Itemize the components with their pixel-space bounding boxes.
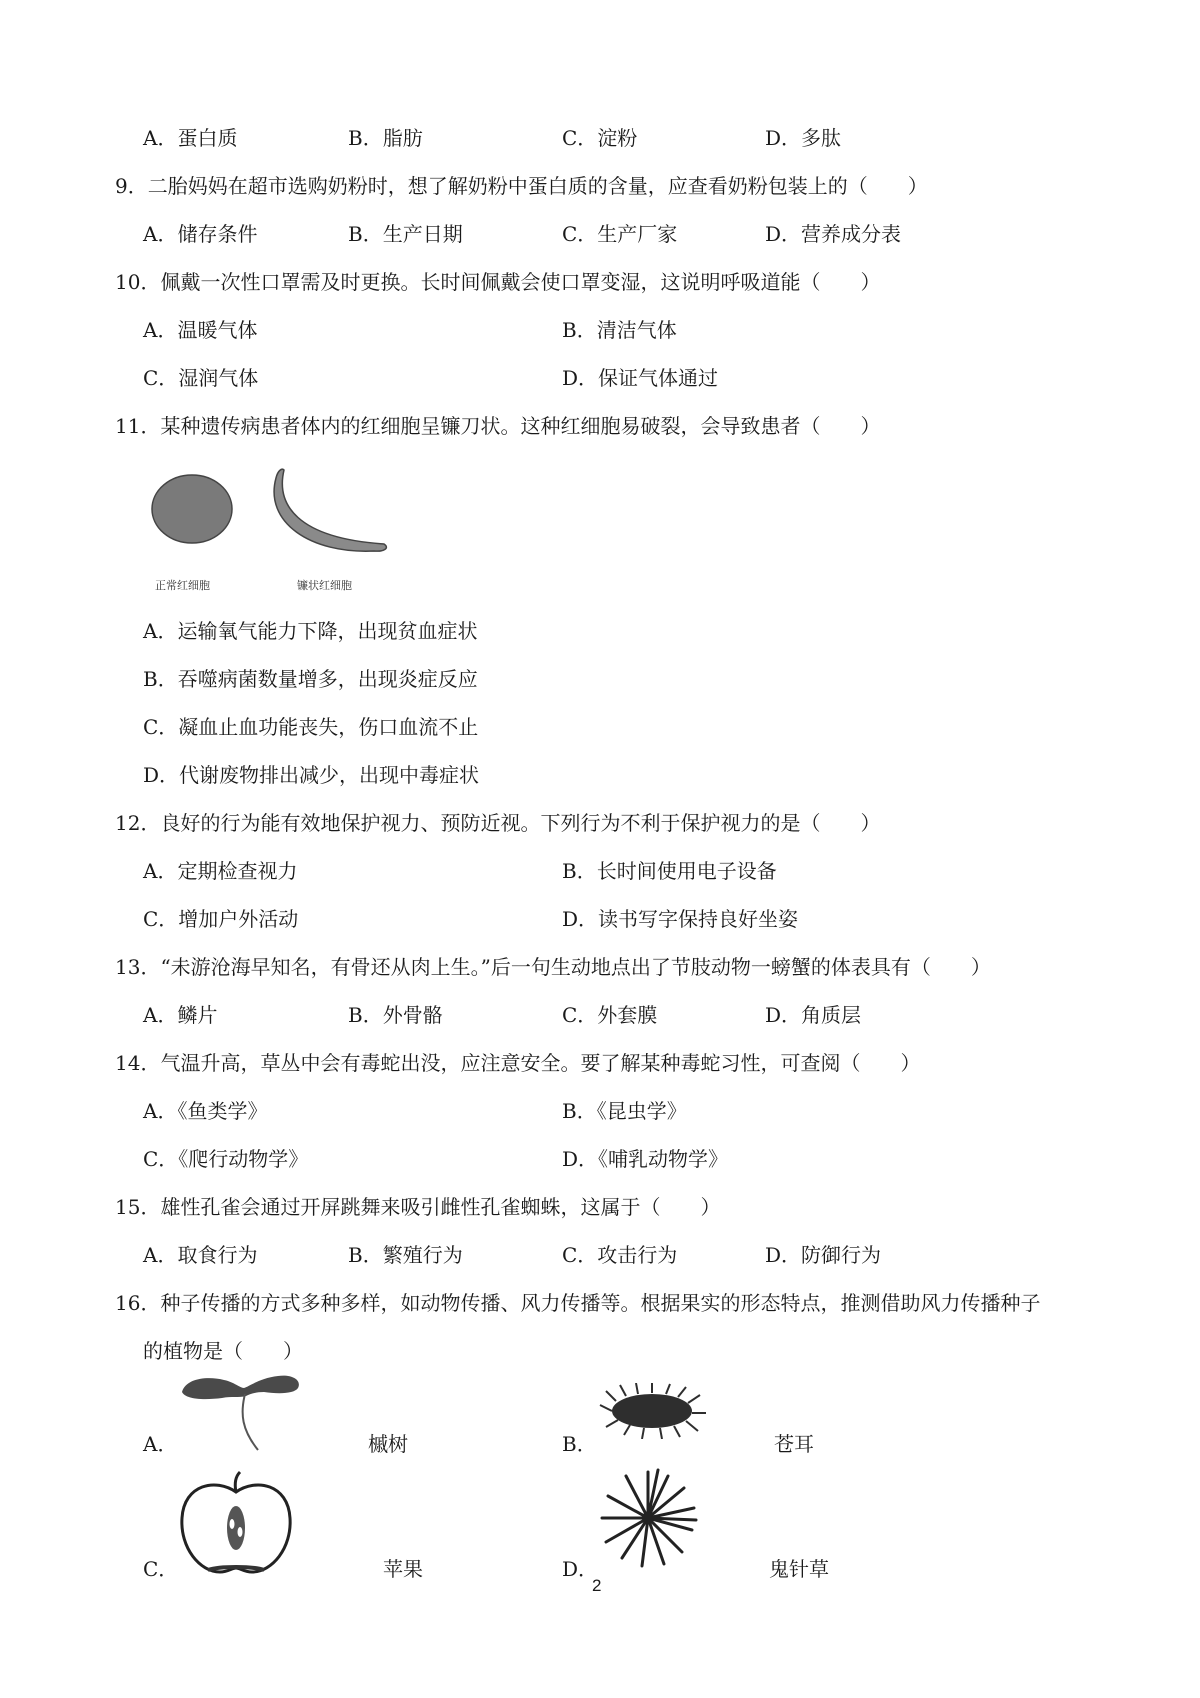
q16-stem-line1: 16．种子传播的方式多种多样，如动物传播、风力传播等。根据果实的形态特点，推测借助风力传播种子 bbox=[115, 1291, 1041, 1315]
q16-option-c-name: 苹果 bbox=[383, 1557, 423, 1581]
q13-option-a: A．鳞片 bbox=[143, 1003, 218, 1027]
q15-option-c: C．攻击行为 bbox=[562, 1243, 678, 1267]
apple-icon bbox=[176, 1470, 296, 1576]
q16-option-d-letter: D． bbox=[562, 1557, 599, 1581]
q15-option-b: B．繁殖行为 bbox=[348, 1243, 463, 1267]
q16-option-b-letter: B． bbox=[562, 1432, 597, 1456]
q14-option-c: C．《爬行动物学》 bbox=[143, 1147, 309, 1171]
q10-option-d: D．保证气体通过 bbox=[562, 366, 719, 390]
q12-option-a: A．定期检查视力 bbox=[143, 859, 298, 883]
q9-option-b: B．生产日期 bbox=[348, 222, 463, 246]
q13-option-d: D．角质层 bbox=[765, 1003, 862, 1027]
red-blood-cell-figure bbox=[140, 460, 400, 580]
q16-option-a-letter: A． bbox=[143, 1432, 178, 1456]
q11-stem: 11．某种遗传病患者体内的红细胞呈镰刀状。这种红细胞易破裂，会导致患者（ ） bbox=[115, 414, 881, 438]
q14-stem: 14．气温升高，草丛中会有毒蛇出没，应注意安全。要了解某种毒蛇习性，可查阅（ ） bbox=[115, 1051, 921, 1075]
page-number: 2 bbox=[592, 1576, 602, 1595]
q11-option-b: B．吞噬病菌数量增多，出现炎症反应 bbox=[143, 667, 478, 691]
normal-cell-caption: 正常红细胞 bbox=[155, 579, 210, 592]
q13-option-b: B．外骨骼 bbox=[348, 1003, 443, 1027]
q11-option-d: D．代谢废物排出减少，出现中毒症状 bbox=[143, 763, 480, 787]
q12-option-d: D．读书写字保持良好坐姿 bbox=[562, 907, 799, 931]
q9-option-d: D．营养成分表 bbox=[765, 222, 902, 246]
sickle-cell-caption: 镰状红细胞 bbox=[297, 579, 352, 592]
q13-stem: 13．“未游沧海早知名，有骨还从肉上生。”后一句生动地点出了节肢动物一螃蟹的体表具有（ ） bbox=[115, 955, 991, 979]
q14-option-a: A．《鱼类学》 bbox=[143, 1099, 268, 1123]
q8-option-d: D．多肽 bbox=[765, 126, 842, 150]
q10-option-c: C．湿润气体 bbox=[143, 366, 259, 390]
q11-option-a: A．运输氧气能力下降，出现贫血症状 bbox=[143, 619, 478, 643]
q10-option-b: B．清洁气体 bbox=[562, 318, 677, 342]
q8-option-a: A．蛋白质 bbox=[143, 126, 238, 150]
q16-option-a-name: 槭树 bbox=[368, 1432, 408, 1456]
q13-option-c: C．外套膜 bbox=[562, 1003, 658, 1027]
cocklebur-icon bbox=[598, 1383, 708, 1439]
q10-option-a: A．温暖气体 bbox=[143, 318, 258, 342]
bidens-icon bbox=[598, 1468, 698, 1568]
q8-option-c: C．淀粉 bbox=[562, 126, 638, 150]
q15-stem: 15．雄性孔雀会通过开屏跳舞来吸引雌性孔雀蜘蛛，这属于（ ） bbox=[115, 1195, 721, 1219]
q16-option-b-name: 苍耳 bbox=[774, 1432, 814, 1456]
q11-option-c: C．凝血止血功能丧失，伤口血流不止 bbox=[143, 715, 479, 739]
q9-option-c: C．生产厂家 bbox=[562, 222, 678, 246]
q16-option-c-letter: C． bbox=[143, 1557, 179, 1581]
q10-stem: 10．佩戴一次性口罩需及时更换。长时间佩戴会使口罩变湿，这说明呼吸道能（ ） bbox=[115, 270, 881, 294]
maple-samara-icon bbox=[178, 1370, 308, 1455]
q9-stem: 9．二胎妈妈在超市选购奶粉时，想了解奶粉中蛋白质的含量，应查看奶粉包装上的（ ） bbox=[115, 174, 928, 198]
q15-option-a: A．取食行为 bbox=[143, 1243, 258, 1267]
normal-red-cell-icon bbox=[152, 475, 232, 543]
q9-option-a: A．储存条件 bbox=[143, 222, 258, 246]
q14-option-d: D．《哺乳动物学》 bbox=[562, 1147, 729, 1171]
q16-stem-line2: 的植物是（ ） bbox=[143, 1339, 303, 1363]
sickle-red-cell-icon bbox=[274, 469, 386, 551]
q14-option-b: B．《昆虫学》 bbox=[562, 1099, 687, 1123]
q8-option-b: B．脂肪 bbox=[348, 126, 423, 150]
q15-option-d: D．防御行为 bbox=[765, 1243, 882, 1267]
q12-option-c: C．增加户外活动 bbox=[143, 907, 299, 931]
q12-stem: 12．良好的行为能有效地保护视力、预防近视。下列行为不利于保护视力的是（ ） bbox=[115, 811, 881, 835]
q16-option-d-name: 鬼针草 bbox=[769, 1557, 829, 1581]
q12-option-b: B．长时间使用电子设备 bbox=[562, 859, 777, 883]
